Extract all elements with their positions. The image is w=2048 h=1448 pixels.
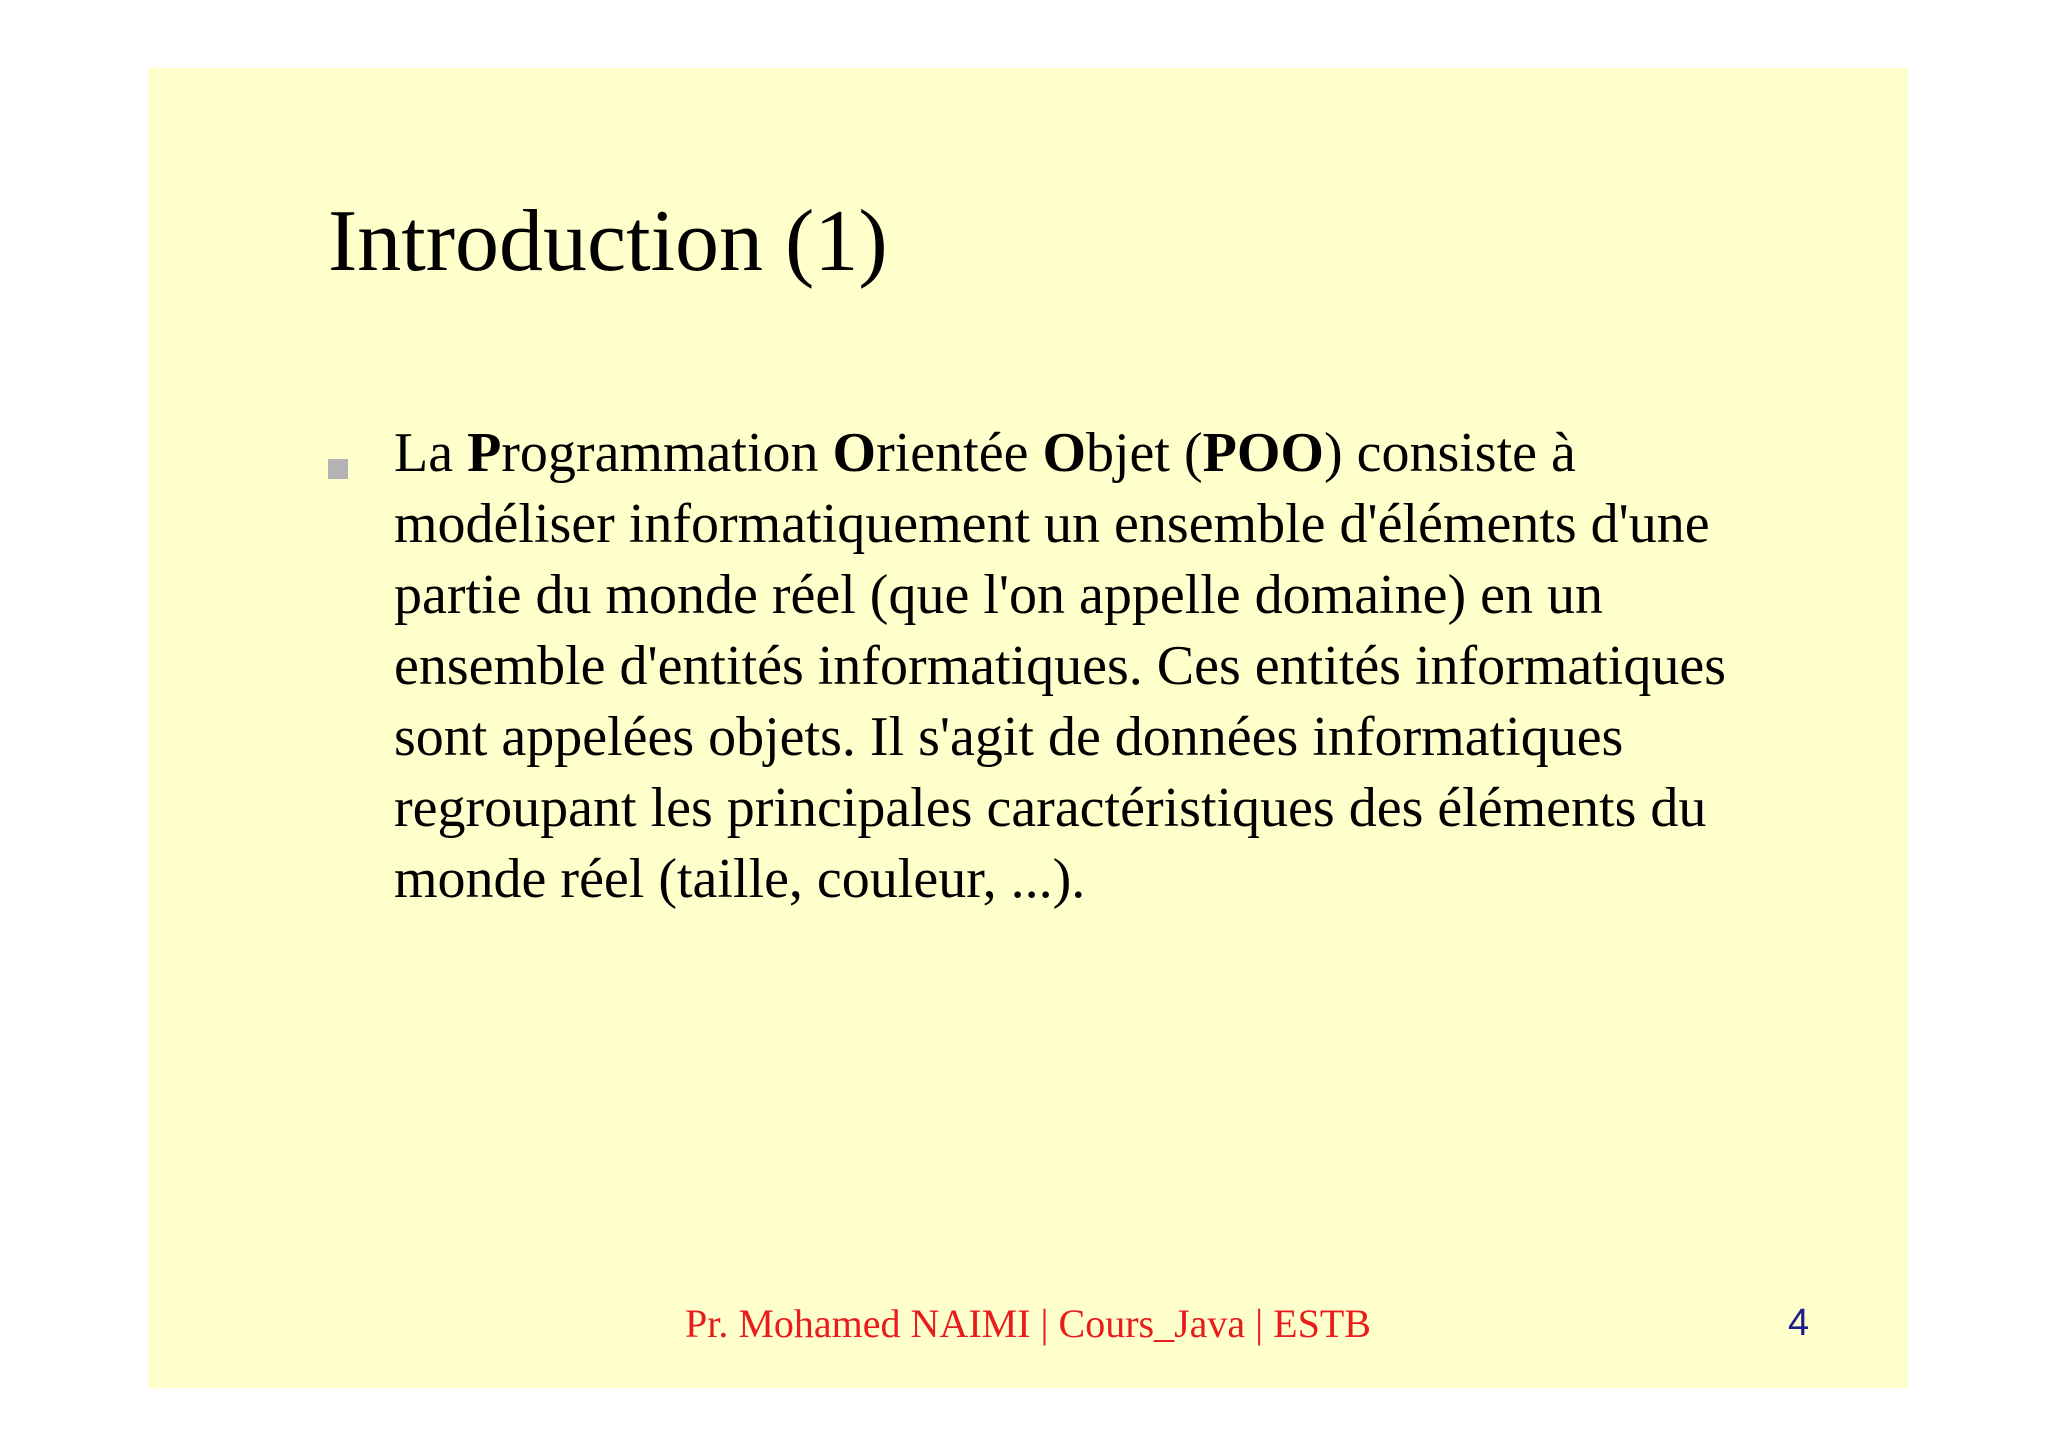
bullet-text-line bbox=[394, 631, 1834, 702]
bullet-text-line bbox=[394, 418, 1834, 489]
text-segment: sont appelées objets. Il s'agit de données informatiques bbox=[394, 706, 1624, 768]
slide-title: Introduction (1) bbox=[328, 193, 888, 290]
text-segment: partie du monde réel (que l'on appelle domaine) en un bbox=[394, 564, 1603, 626]
footer-credits: Pr. Mohamed NAIMI | Cours_Java | ESTB bbox=[685, 1301, 1371, 1346]
bullet-text-line bbox=[394, 773, 1834, 844]
bold-text-segment: POO bbox=[1202, 422, 1324, 484]
bullet-text-line bbox=[394, 702, 1834, 773]
bullet-text-line bbox=[394, 489, 1834, 560]
text-segment: regroupant les principales caractéristiques des éléments du bbox=[394, 777, 1707, 839]
text-segment: rientée bbox=[876, 422, 1043, 484]
text-segment: La bbox=[394, 422, 468, 484]
text-segment: rogrammation bbox=[501, 422, 833, 484]
bullet-text bbox=[394, 418, 1834, 915]
text-segment: ) consiste à bbox=[1323, 422, 1576, 484]
text-segment: monde réel (taille, couleur, ...). bbox=[394, 848, 1086, 910]
text-segment: modéliser informatiquement un ensemble d'éléments d'une bbox=[394, 493, 1710, 555]
slide bbox=[148, 68, 1908, 1388]
text-segment: bjet ( bbox=[1086, 422, 1203, 484]
page-number: 4 bbox=[1788, 1302, 1810, 1344]
bullet-text-line bbox=[394, 844, 1834, 915]
bold-text-segment: P bbox=[467, 422, 502, 484]
bullet-text-line bbox=[394, 560, 1834, 631]
text-segment: ensemble d'entités informatiques. Ces entités informatiques bbox=[394, 635, 1726, 697]
square-bullet-icon bbox=[328, 459, 348, 479]
bold-text-segment: O bbox=[832, 422, 877, 484]
bold-text-segment: O bbox=[1042, 422, 1086, 484]
